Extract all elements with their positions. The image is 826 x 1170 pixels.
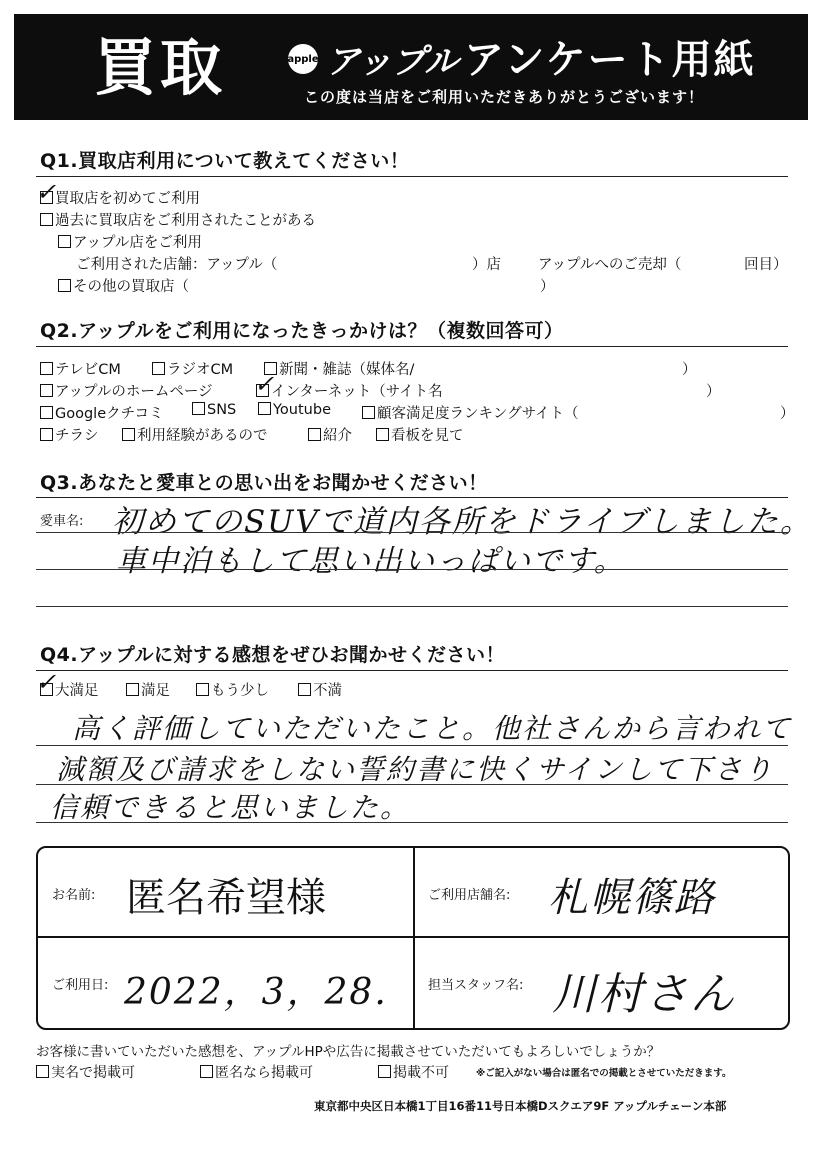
q4-option-very-satisfied[interactable]: 大満足 <box>40 679 99 700</box>
consent-option-anonymous[interactable]: 匿名なら掲載可 <box>200 1062 313 1082</box>
q4-option-dissatisfied[interactable]: 不満 <box>298 679 342 700</box>
q2-option-flyer[interactable]: チラシ <box>40 424 99 445</box>
ruled-line <box>36 532 788 533</box>
consent-option-no[interactable]: 掲載不可 <box>378 1062 449 1082</box>
q3-answer-line-1: 初めてのSUVで道内各所をドライブしました。 <box>112 504 813 540</box>
staff-value: 川村さん <box>552 969 736 1020</box>
q4-title: Q4.アップルに対する感想をぜひお聞かせください！ <box>40 644 506 666</box>
q2-option-introduction[interactable]: 紹介 <box>308 424 352 445</box>
brand-logo-text: アップル <box>326 42 459 82</box>
date-value: 2022，3，28. <box>124 972 388 1013</box>
name-label: お名前: <box>52 888 96 903</box>
checkbox[interactable] <box>58 235 71 248</box>
consent-note: ※ご記入がない場合は匿名での掲載とさせていただきます。 <box>476 1068 732 1079</box>
checkbox[interactable] <box>126 683 139 696</box>
q2-news-close: ） <box>682 362 697 378</box>
company-address: 東京都中央区日本橋1丁目16番11号日本橋Dスクエア9F アップルチェーン本部 <box>314 1099 727 1113</box>
staff-label: 担当スタッフ名: <box>428 978 524 993</box>
name-value: 匿名希望様 <box>126 875 326 921</box>
q2-title: Q2.アップルをご利用になったきっかけは？（複数回答可） <box>40 320 564 342</box>
header-banner <box>14 14 808 120</box>
checkbox[interactable] <box>40 191 53 204</box>
date-label: ご利用日: <box>52 978 109 993</box>
ruled-line <box>36 822 788 823</box>
q4-option-a-little[interactable]: もう少し <box>196 679 269 700</box>
checkbox[interactable] <box>258 402 271 415</box>
q4-answer-line-3: 信頼できると思いました。 <box>50 791 411 824</box>
customer-info-box <box>36 846 790 1030</box>
q2-option-internet[interactable]: インターネット（サイト名 <box>256 380 443 401</box>
consent-question: お客様に書いていただいた感想を、アップルHPや広告に掲載させていただいてもよろしいでしょうか？ <box>36 1044 661 1060</box>
q2-option-homepage[interactable]: アップルのホームページ <box>40 380 213 401</box>
checkbox[interactable] <box>36 1065 49 1078</box>
checkbox[interactable] <box>376 428 389 441</box>
header-subtitle: この度は当店をご利用いただきありがとうございます！ <box>304 88 705 106</box>
q2-option-google[interactable]: Googleクチコミ <box>40 402 164 423</box>
q4-divider <box>36 670 788 671</box>
info-vertical-divider <box>413 848 415 1028</box>
checkbox[interactable] <box>378 1065 391 1078</box>
q1-store-suffix: ）店 <box>472 257 501 273</box>
consent-option-real-name[interactable]: 実名で掲載可 <box>36 1062 135 1082</box>
q1-store-used-label: ご利用された店舗：アップル（ <box>76 257 278 273</box>
q4-answer-line-1: 高く評価していただいたこと。他社さんから言われて <box>72 712 793 745</box>
q1-other-close: ） <box>540 279 555 295</box>
checkbox[interactable] <box>58 279 71 292</box>
q3-answer-line-2: 車中泊もして思い出いっぱいです。 <box>116 544 626 579</box>
ruled-line <box>36 606 788 607</box>
q4-option-satisfied[interactable]: 満足 <box>126 679 170 700</box>
q1-divider <box>36 176 788 177</box>
q2-option-youtube[interactable]: Youtube <box>258 402 331 418</box>
checkbox[interactable] <box>40 428 53 441</box>
q2-option-radio[interactable]: ラジオCM <box>152 358 233 379</box>
checkbox[interactable] <box>200 1065 213 1078</box>
checkbox[interactable] <box>40 384 53 397</box>
q2-option-tv[interactable]: テレビCM <box>40 358 121 379</box>
checkmark-icon: ✓ <box>36 178 57 206</box>
checkbox[interactable] <box>298 683 311 696</box>
ruled-line <box>36 784 788 785</box>
checkbox[interactable] <box>40 406 53 419</box>
header-survey-title: アンケート用紙 <box>464 37 756 83</box>
checkbox[interactable] <box>40 683 53 696</box>
q1-option-past[interactable]: 過去に買取店をご利用されたことがある <box>40 209 316 230</box>
checkbox[interactable] <box>362 406 375 419</box>
q1-title: Q1.買取店利用について教えてください！ <box>40 150 410 172</box>
q4-answer-line-2: 減額及び請求をしない誓約書に快くサインして下さり <box>56 753 775 786</box>
checkbox[interactable] <box>40 213 53 226</box>
q2-option-news[interactable]: 新聞・雑誌（媒体名/ <box>264 358 414 379</box>
ruled-line <box>36 569 788 570</box>
checkbox[interactable] <box>256 384 269 397</box>
apple-logo-icon: apple <box>288 44 318 74</box>
checkbox[interactable] <box>192 402 205 415</box>
checkmark-icon: ✓ <box>36 668 57 696</box>
q3-title: Q3.あなたと愛車との思い出をお聞かせください！ <box>40 472 488 494</box>
q1-option-first[interactable]: 買取店を初めてご利用 <box>40 187 200 208</box>
q2-option-experience[interactable]: 利用経験があるので <box>122 424 268 445</box>
q1-option-other[interactable]: その他の買取店（ <box>58 275 189 296</box>
q2-divider <box>36 346 788 347</box>
checkmark-icon: ✓ <box>254 370 275 398</box>
header-main-title: 買取 <box>94 31 227 104</box>
q1-option-apple[interactable]: アップル店をご利用 <box>58 231 202 252</box>
checkbox[interactable] <box>122 428 135 441</box>
q2-option-ranking[interactable]: 顧客満足度ランキングサイト（ <box>362 402 579 423</box>
checkbox[interactable] <box>308 428 321 441</box>
info-horizontal-divider <box>38 936 788 938</box>
q1-sale-count-label: アップルへのご売却（ <box>538 257 682 273</box>
q2-option-signboard[interactable]: 看板を見て <box>376 424 464 445</box>
checkbox[interactable] <box>196 683 209 696</box>
car-name-label: 愛車名: <box>40 514 84 529</box>
checkbox[interactable] <box>152 362 165 375</box>
store-value: 札幌篠路 <box>548 875 716 921</box>
q2-net-close: ） <box>706 384 721 400</box>
q2-option-sns[interactable]: SNS <box>192 402 236 418</box>
q2-ranking-close: ） <box>780 406 795 422</box>
q1-sale-count-suffix: 回目） <box>744 257 788 273</box>
store-label: ご利用店舗名: <box>428 888 511 903</box>
ruled-line <box>36 745 788 746</box>
checkbox[interactable] <box>40 362 53 375</box>
